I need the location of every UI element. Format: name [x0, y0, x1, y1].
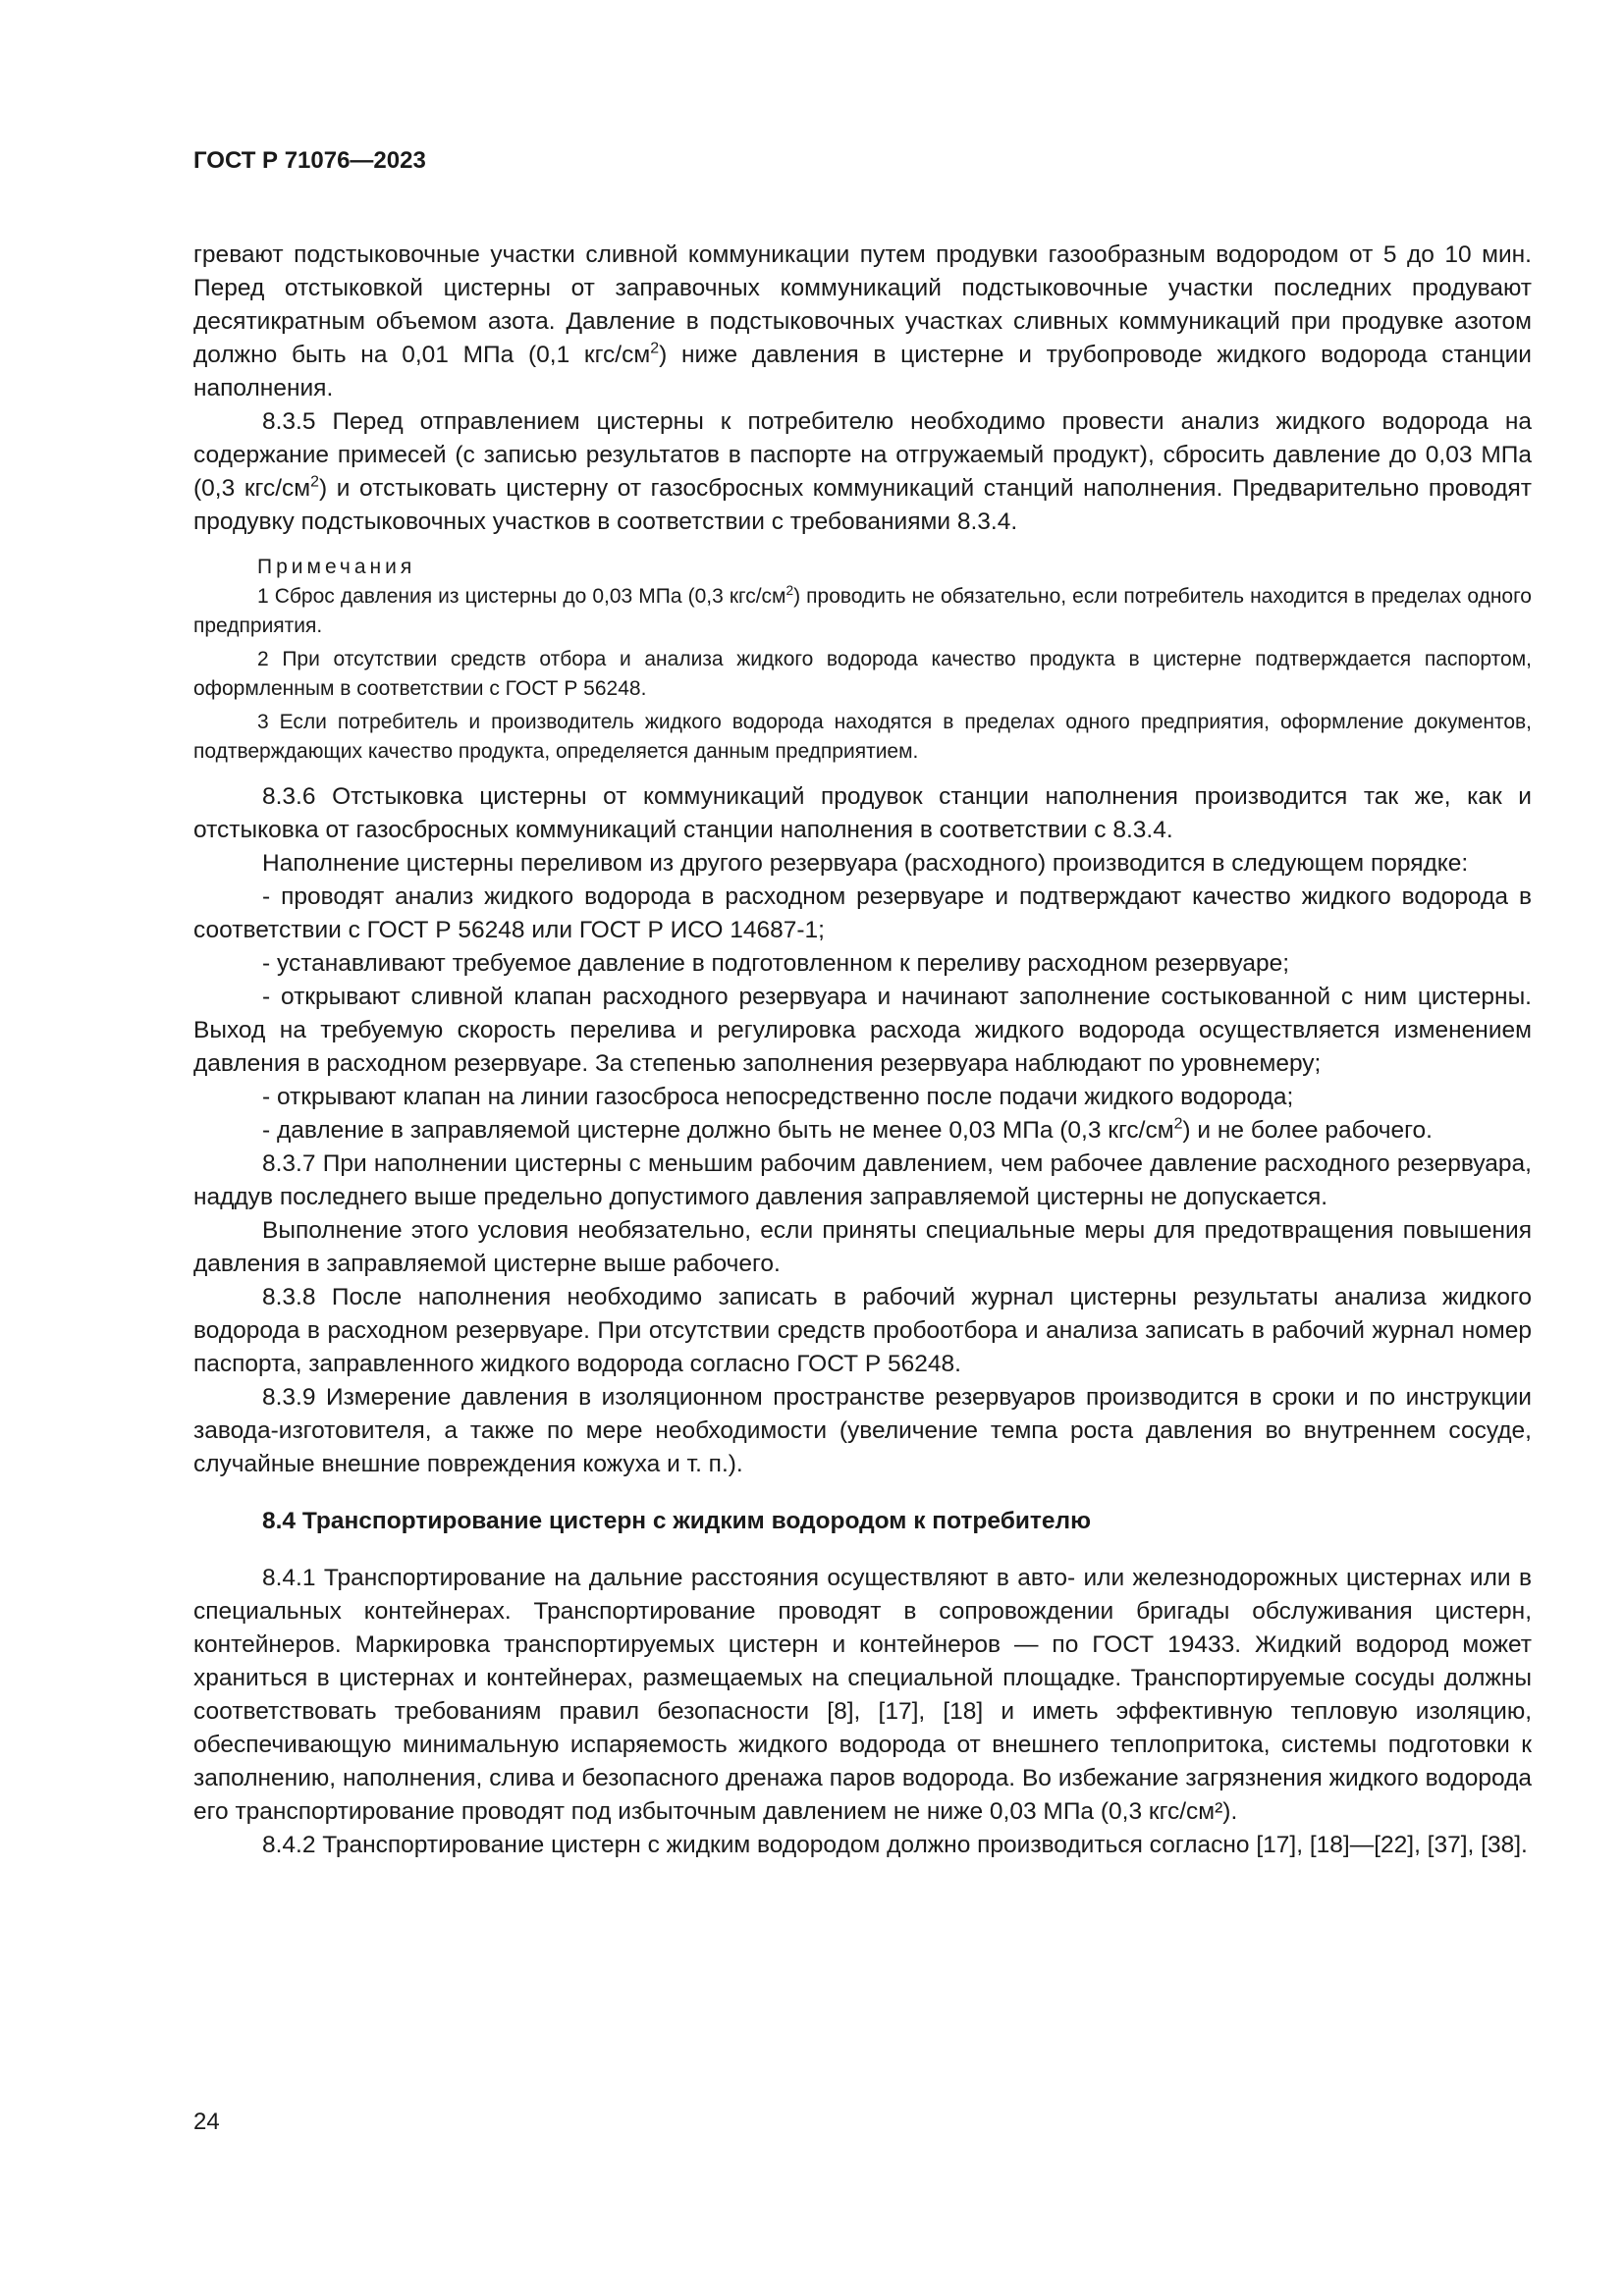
list-item: - устанавливают требуемое давление в подготовленном к переливу расходном резервуаре; — [262, 950, 1290, 977]
paragraph-8-3-5 — [193, 405, 1532, 539]
note-2: 2 При отсутствии средств отбора и анализа жидкого водорода качество продукта в цистерне подтверждается паспортом, оформленным в соответствии с ГОСТ Р 56248. — [193, 648, 1532, 700]
note-3: 3 Если потребитель и производитель жидкого водорода находятся в пределах одного предприятия, оформление документов, подтверждающих качество продукта, определяется данным предприятием. — [193, 711, 1532, 763]
text-run: 8.3.5 Перед отправлением цистерны к потребителю необходимо провести анализ жидкого водорода на содержание примесей (с записью результатов в паспорте на отгружаемый продукт), сбросить давление до 0,03 МПа (0,3 кгс/см — [193, 408, 1532, 502]
list-item — [193, 1114, 1532, 1148]
document-header: ГОСТ Р 71076—2023 — [193, 147, 426, 174]
text-run: ) ниже давления в цистерне и трубопроводе жидкого водорода станции наполнения. — [193, 342, 1532, 401]
document-page — [193, 147, 1532, 1862]
superscript: 2 — [650, 340, 660, 357]
superscript: 2 — [1173, 1115, 1183, 1133]
section-heading-8-4: 8.4 Транспортирование цистерн с жидким водородом к потребителю — [262, 1508, 1092, 1534]
superscript: 2 — [310, 473, 319, 491]
paragraph-8-3-7-condition: Выполнение этого условия необязательно, если приняты специальные меры для предотвращения повышения давления в заправляемой цистерне выше рабочего. — [193, 1217, 1532, 1277]
paragraph-continuation — [193, 239, 1532, 405]
page-number: 24 — [193, 2109, 220, 2135]
paragraph-8-4-1: 8.4.1 Транспортирование на дальние расстояния осуществляют в авто- или железнодорожных цистернах или в специальных контейнерах. Транспортирование проводят в сопровождении бригады обслуживания цистерн, контейнеров. Маркировка транспортируемых цистерн и контейнеров — по ГОСТ 19433. Жидкий водород может храниться в цистернах и контейнерах, размещаемых на специальной площадке. Транспортируемые сосуды должны соответствовать требованиям правил безопасности [8], [17], [18] и иметь эффективную тепловую изоляцию, обеспечивающую минимальную испаряемость жидкого водорода от внешнего теплопритока, системы подготовки к заполнению, наполнения, слива и безопасного дренажа паров водорода. Во избежание загрязнения жидкого водорода его транспортирование проводят под избыточным давлением не ниже 0,03 МПа (0,3 кгс/см²). — [193, 1565, 1532, 1825]
text-run: ) и отстыковать цистерну от газосбросных коммуникаций станций наполнения. Предварительно проводят продувку подстыковочных участков в соответствии с требованиями 8.3.4. — [193, 475, 1532, 535]
paragraph-8-3-8: 8.3.8 После наполнения необходимо записать в рабочий журнал цистерны результаты анализа жидкого водорода в расходном резервуаре. При отсутствии средств пробоотбора и анализа записать в рабочий журнал номер паспорта, заправленного жидкого водорода согласно ГОСТ Р 56248. — [193, 1284, 1532, 1377]
list-item: - проводят анализ жидкого водорода в расходном резервуаре и подтверждают качество жидкого водорода в соответствии с ГОСТ Р 56248 или ГОСТ Р ИСО 14687-1; — [193, 883, 1532, 943]
list-item: - открывают сливной клапан расходного резервуара и начинают заполнение состыкованной с ним цистерны. Выход на требуемую скорость перелива и регулировка расхода жидкого водорода осуществляется изменением давления в расходном резервуаре. За степенью заполнения резервуара наблюдают по уровнемеру; — [193, 984, 1532, 1077]
notes-title: Примечания — [257, 556, 416, 578]
paragraph-8-3-7: 8.3.7 При наполнении цистерны с меньшим рабочим давлением, чем рабочее давление расходного резервуара, наддув последнего выше предельно допустимого давления заправляемой цистерны не допускается. — [193, 1150, 1532, 1210]
text-run: 1 Сброс давления из цистерны до 0,03 МПа (0,3 кгс/см — [257, 585, 786, 608]
note-1 — [193, 582, 1532, 641]
superscript: 2 — [785, 582, 794, 598]
paragraph-8-4-2: 8.4.2 Транспортирование цистерн с жидким водородом должно производиться согласно [17], [18]—[22], [37], [38]. — [262, 1832, 1528, 1858]
text-run: гревают подстыковочные участки сливной коммуникации путем продувки газообразным водородом от 5 до 10 мин. Перед отстыковкой цистерны от заправочных коммуникаций подстыковочные участки последних продувают десятикратным объемом азота. Давление в подстыковочных участках сливных коммуникаций при продувке азотом должно быть на 0,01 МПа (0,1 кгс/см — [193, 241, 1532, 368]
paragraph-8-3-9: 8.3.9 Измерение давления в изоляционном пространстве резервуаров производится в сроки и по инструкции завода-изготовителя, а также по мере необходимости (увеличение темпа роста давления во внутреннем сосуде, случайные внешние повреждения кожуха и т. п.). — [193, 1384, 1532, 1477]
text-run: ) проводить не обязательно, если потребитель находится в пределах одного предприятия. — [193, 585, 1532, 637]
paragraph-8-3-6: 8.3.6 Отстыковка цистерны от коммуникаций продувок станции наполнения производится так же, как и отстыковка от газосбросных коммуникаций станции наполнения в соответствии с 8.3.4. — [193, 783, 1532, 843]
notes-block — [193, 553, 1532, 767]
text-run: ) и не более рабочего. — [1182, 1117, 1433, 1144]
paragraph-filling-order: Наполнение цистерны переливом из другого резервуара (расходного) производится в следующем порядке: — [262, 850, 1469, 877]
text-run: - давление в заправляемой цистерне должно быть не менее 0,03 МПа (0,3 кгс/см — [262, 1117, 1174, 1144]
list-item: - открывают клапан на линии газосброса непосредственно после подачи жидкого водорода; — [262, 1084, 1294, 1110]
